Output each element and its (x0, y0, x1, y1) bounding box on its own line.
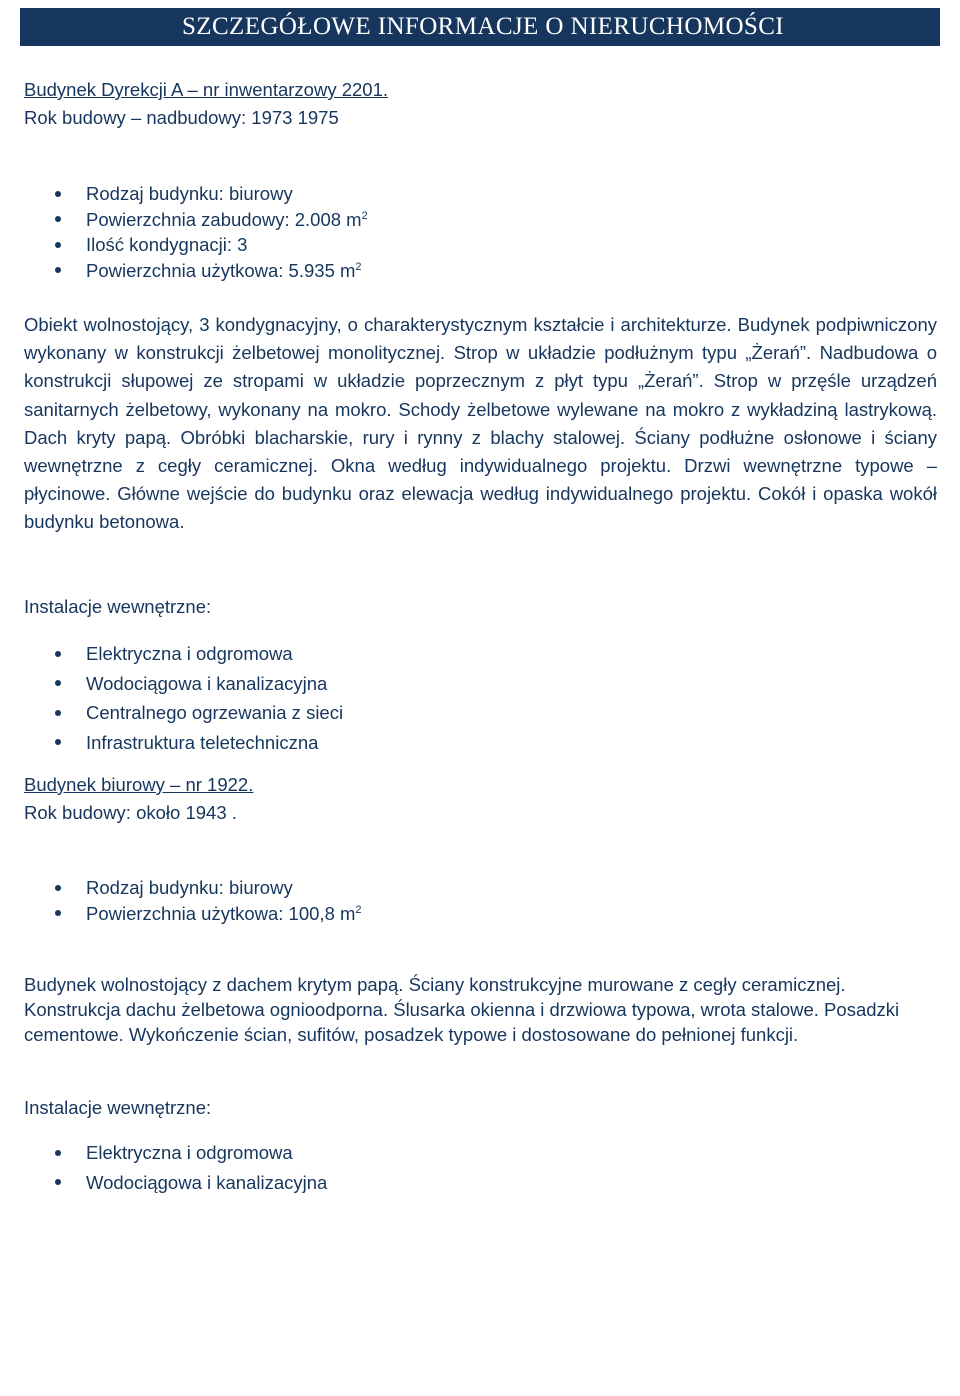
building2-year: Rok budowy: około 1943 . (24, 802, 237, 823)
building2-name: Budynek biurowy – nr 1922. (24, 774, 254, 795)
bullet-icon (55, 680, 61, 686)
bullet-icon (55, 710, 61, 716)
list-item: Powierzchnia zabudowy: 2.008 $m^2$ (0, 207, 368, 233)
list-item: Rodzaj budynku: biurowy (0, 181, 368, 207)
building1-year: Rok budowy – nadbudowy: 1973 1975 (24, 107, 339, 128)
bullet-icon (55, 1150, 61, 1156)
bullet-icon (55, 216, 61, 222)
page-title: SZCZEGÓŁOWE INFORMACJE O NIERUCHOMOŚCI (20, 8, 940, 46)
building2-installations-list (0, 1138, 327, 1197)
building2-description: Budynek wolnostojący z dachem krytym papą. Ściany konstrukcyjne murowane z cegły ceramicznej. Konstrukcja dachu żelbetowa ognioodporna. Ślusarka okienna i drzwiowa typowa, wrota stalowe. Posadzki cementowe. Wykończenie ścian, sufitów, posadzek typowe i dostosowane do pełnionej funkcji. (24, 974, 900, 1045)
bullet-icon (55, 651, 61, 657)
bullet-icon (55, 885, 61, 891)
list-item: Infrastruktura teletechniczna (0, 728, 343, 758)
list-item: Ilość kondygnacji: 3 (0, 232, 368, 258)
bullet-icon (55, 267, 61, 273)
bullet-icon (55, 739, 61, 745)
list-item: Powierzchnia użytkowa: 100,8 $m^2$ (0, 901, 362, 927)
building1-name: Budynek Dyrekcji A – nr inwentarzowy 2201. (24, 79, 389, 100)
building1-installations-list (0, 639, 343, 757)
building1-installations-heading: Instalacje wewnętrzne: (24, 596, 212, 617)
building1-features-list (0, 181, 368, 283)
list-item: Wodociągowa i kanalizacyjna (0, 1168, 327, 1198)
list-item: Centralnego ogrzewania z sieci (0, 698, 343, 728)
list-item: Rodzaj budynku: biurowy (0, 875, 362, 901)
list-item: Powierzchnia użytkowa: 5.935 $m^2$ (0, 258, 368, 284)
building2-installations-heading: Instalacje wewnętrzne: (24, 1097, 212, 1118)
bullet-icon (55, 1179, 61, 1185)
bullet-icon (55, 910, 61, 916)
bullet-icon (55, 242, 61, 248)
list-item: Wodociągowa i kanalizacyjna (0, 669, 343, 699)
list-item: Elektryczna i odgromowa (0, 639, 343, 669)
building2-features-list (0, 875, 362, 926)
bullet-icon (55, 191, 61, 197)
list-item: Elektryczna i odgromowa (0, 1138, 327, 1168)
building1-description: Obiekt wolnostojący, 3 kondygnacyjny, o charakterystycznym kształcie i architekturze. Budynek podpiwniczony wykonany w konstrukcji żelbetowej monolitycznej. Strop w układzie podłużnym typu „Żerań”. Nadbudowa o konstrukcji słupowej ze stropami w układzie poprzecznym z płyt typu „Żerań”. Strop w przęśle urządzeń sanitarnych żelbetowy, wykonany na mokro. Schody żelbetowe wylewane na mokro z wykładziną lastrykową. Dach kryty papą. Obróbki blacharskie, rury i rynny z blachy stalowej. Ściany podłużne osłonowe i ściany wewnętrzne z cegły ceramicznej. Okna według indywidualnego projektu. Drzwi wewnętrzne typowe – płycinowe. Główne wejście do budynku oraz elewacja według indywidualnego projektu. Cokół i opaska wokół budynku betonowa. (24, 314, 937, 533)
